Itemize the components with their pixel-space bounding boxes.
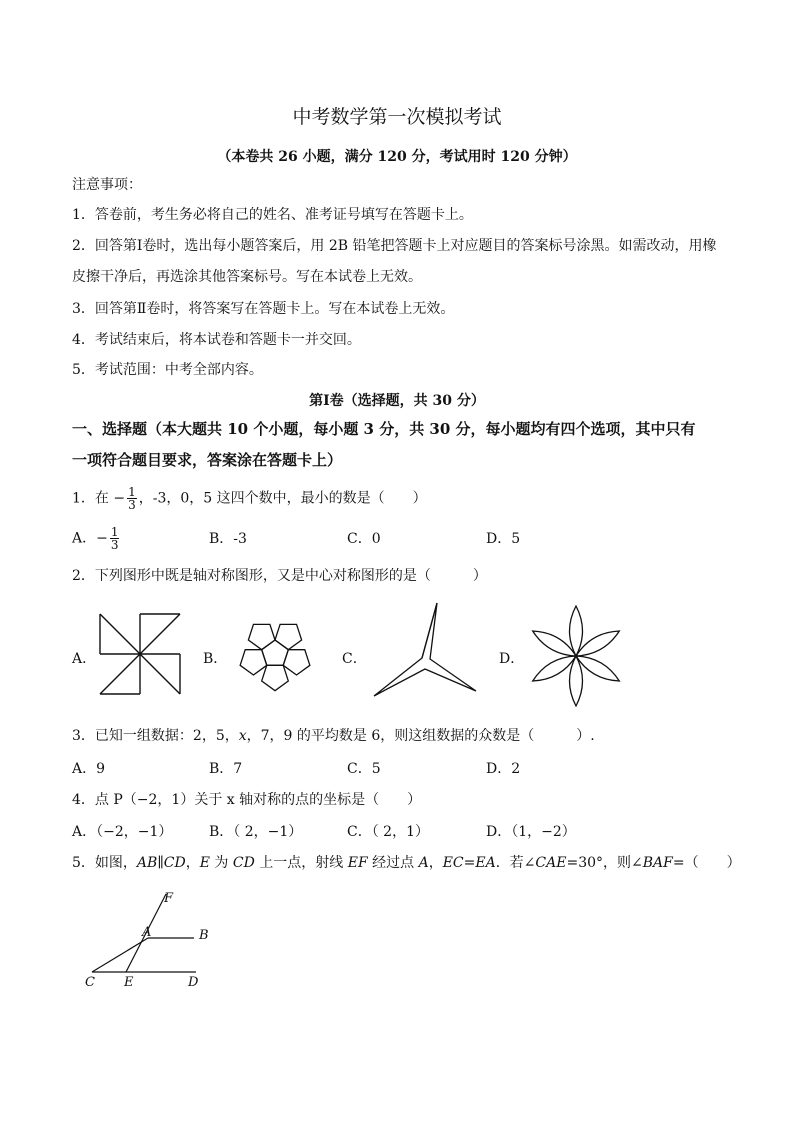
part1-title: 第Ⅰ卷（选择题，共 30 分） <box>309 393 485 409</box>
q1-frac-num: 1 <box>128 485 136 499</box>
note-item: 5．考试范围：中考全部内容。 <box>72 362 263 378</box>
q4-option-d[interactable]: D．（1，−2） <box>486 824 576 840</box>
q5-text: 5．如图， <box>72 855 137 871</box>
q4-option-a[interactable]: A．（−2，−1） <box>72 824 173 840</box>
q3-option-a[interactable]: A．9 <box>72 761 106 777</box>
three-point-star-figure[interactable] <box>368 600 480 700</box>
q5-math: CAE <box>535 855 567 871</box>
q5-text: ．若∠ <box>495 855 536 871</box>
q5-stem <box>72 854 741 872</box>
pentagon-ring-figure[interactable] <box>226 600 324 704</box>
q2-option-c-label[interactable]: C． <box>342 651 367 667</box>
q5-math: AB∥CD <box>136 855 186 871</box>
six-petal-flower-figure[interactable] <box>526 602 626 710</box>
q5-math: CD <box>232 855 255 871</box>
note-item: 3．回答第Ⅱ卷时，将答案写在答题卡上。写在本试卷上无效。 <box>72 301 455 317</box>
q5-text: 为 <box>209 855 233 871</box>
q5-math: E <box>199 855 210 871</box>
q1-option-a-label: A．− <box>72 530 108 547</box>
q3-stem-pre: 3．已知一组数据：2，5， <box>72 728 239 744</box>
q5-math: BAF <box>642 855 673 871</box>
q3-option-b[interactable]: B．7 <box>209 761 243 777</box>
label-d: D <box>188 975 199 990</box>
q1-stem <box>72 486 427 511</box>
q1-option-a-den: 3 <box>110 538 119 552</box>
q1-option-a-fraction <box>110 526 120 551</box>
q3-stem-post: ，7，9 的平均数是 6，则这组数据的众数是（ ）. <box>246 728 595 744</box>
q1-frac-den: 3 <box>128 498 136 512</box>
q5-text: ， <box>428 855 443 871</box>
q3-stem <box>72 727 595 745</box>
q3-option-c[interactable]: C．5 <box>347 761 381 777</box>
label-f: F <box>164 891 174 906</box>
segment-ca <box>92 938 148 972</box>
q4-option-c[interactable]: C．（ 2，1） <box>347 824 429 840</box>
q5-math: EF <box>347 855 368 871</box>
outer-pentagon <box>248 624 275 649</box>
q5-text: =（ ） <box>672 855 741 871</box>
exam-title: 中考数学第一次模拟考试 <box>292 106 502 128</box>
q2-option-b-label[interactable]: B． <box>203 651 228 667</box>
outer-pentagon <box>262 665 289 690</box>
q1-option-a[interactable] <box>72 526 121 551</box>
note-item: 4．考试结束后，将本试卷和答题卡一并交回。 <box>72 332 361 348</box>
q1-option-d[interactable]: D．5 <box>486 531 521 547</box>
outer-pentagon <box>283 650 310 675</box>
petal <box>570 606 583 656</box>
q5-math: EC=EA <box>442 855 496 871</box>
q4-option-b[interactable]: B．（ 2，−1） <box>209 824 303 840</box>
q5-text: 经过点 <box>367 855 419 871</box>
q1-option-a-num: 1 <box>110 525 119 539</box>
q1-fraction <box>127 486 137 511</box>
q2-stem: 2．下列图形中既是轴对称图形，又是中心对称图形的是（ ） <box>72 568 487 584</box>
note-item: 1．答卷前，考生务必将自己的姓名、准考证号填写在答题卡上。 <box>72 207 473 223</box>
note-item: 2．回答第Ⅰ卷时，选出每小题答案后，用 2B 铅笔把答题卡上对应题目的答案标号涂黑。如需改动，用橡 <box>72 238 717 254</box>
outer-pentagon <box>240 650 267 675</box>
label-c: C <box>85 975 95 990</box>
notes-heading: 注意事项： <box>72 177 142 193</box>
q2-option-d-label[interactable]: D． <box>499 651 525 667</box>
q1-option-c[interactable]: C．0 <box>347 531 381 547</box>
q3-variable: x <box>238 728 247 744</box>
label-b: B <box>199 928 209 943</box>
pinwheel-figure[interactable] <box>98 612 182 696</box>
q2-option-a-label[interactable]: A． <box>72 651 97 667</box>
q4-stem: 4．点 P（−2，1）关于 x 轴对称的点的坐标是（ ） <box>72 792 422 808</box>
label-e: E <box>124 975 134 990</box>
q5-text: 上一点，射线 <box>254 855 348 871</box>
exam-subtitle: （本卷共 26 小题，满分 120 分，考试用时 120 分钟） <box>217 149 577 165</box>
q1-option-b[interactable]: B．-3 <box>209 531 247 547</box>
q3-option-d[interactable]: D．2 <box>486 761 521 777</box>
outer-pentagon <box>275 624 302 649</box>
q1-suffix: ，-3，0，5 这四个数中，最小的数是（ ） <box>138 490 427 507</box>
section1-heading-line1: 一、选择题（本大题共 10 个小题，每小题 3 分，共 30 分，每小题均有四个选项，其中只有 <box>72 420 696 438</box>
q5-text: ， <box>185 855 200 871</box>
q5-text: =30°，则∠ <box>566 855 643 871</box>
q5-math: A <box>418 855 429 871</box>
petal <box>570 656 583 706</box>
note-item: 皮擦干净后，再选涂其他答案标号。写在本试卷上无效。 <box>72 269 422 285</box>
q1-prefix: 1．在 − <box>72 490 126 507</box>
label-a: A <box>142 925 152 940</box>
section1-heading-line2: 一项符合题目要求，答案涂在答题卡上） <box>72 451 343 469</box>
